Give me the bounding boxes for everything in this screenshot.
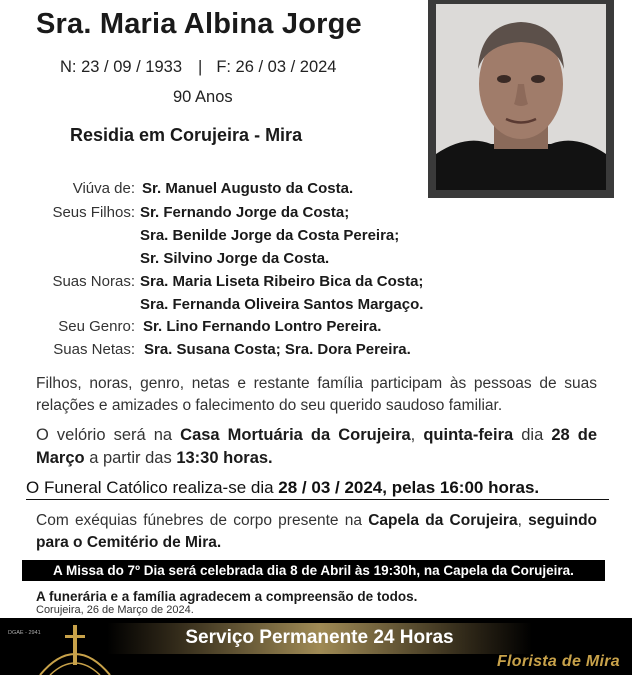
wake-text-2: , <box>410 426 424 444</box>
portrait-illustration <box>436 4 606 190</box>
family-value-son-in-law: Sr. Lino Fernando Lontro Pereira. <box>143 318 382 335</box>
family-label-widow: Viúva de: <box>72 180 135 197</box>
family-value-daughter-in-law-1: Sra. Maria Liseta Ribeiro Bica da Costa; <box>140 273 424 290</box>
funeral-text: O Funeral Católico realiza-se dia <box>26 478 279 497</box>
family-value-child-3: Sr. Silvino Jorge da Costa. <box>140 250 330 267</box>
exequies-chapel: Capela da Corujeira <box>368 512 518 529</box>
exequies-paragraph <box>36 510 597 554</box>
birth-death-dates <box>60 58 336 77</box>
family-value-husband: Sr. Manuel Augusto da Costa. <box>142 180 354 197</box>
funeral-date-time: 28 / 03 / 2024, pelas 16:00 horas. <box>278 478 540 497</box>
deceased-name: Sra. Maria Albina Jorge <box>36 8 362 40</box>
wake-day: quinta-feira <box>423 426 514 444</box>
florist-name: Florista de Mira <box>496 653 620 670</box>
dgae-license: DGAE - 2941 <box>8 630 41 636</box>
wake-text-3: dia <box>513 426 552 444</box>
mass-announcement: A Missa do 7º Dia será celebrada dia 8 de Abril às 19:30h, na Capela da Corujeira. <box>22 560 605 581</box>
exequies-following: seguindo para o Cemitério de Mira. <box>36 512 598 551</box>
death-date: F: 26 / 03 / 2024 <box>216 58 337 76</box>
portrait-frame <box>428 0 614 198</box>
family-label-granddaughters: Suas Netas: <box>53 341 135 358</box>
wake-time: 13:30 horas. <box>176 449 273 467</box>
family-value-granddaughters: Sra. Susana Costa; Sra. Dora Pereira. <box>144 341 411 358</box>
thanks-text: A funerária e a família agradecem a compreensão de todos. <box>36 589 418 604</box>
funeral-line <box>26 478 609 500</box>
family-label-daughters-in-law: Suas Noras: <box>52 273 135 290</box>
footer-banner <box>0 618 632 675</box>
announcement-paragraph: Filhos, noras, genro, netas e restante família participam às pessoas de suas relações e amizades o falecimento do seu querido saudoso familiar. <box>36 375 597 414</box>
birth-date: N: 23 / 09 / 1933 <box>60 58 183 76</box>
residence: Residia em Corujeira - Mira <box>70 125 303 145</box>
family-value-daughter-in-law-2: Sra. Fernanda Oliveira Santos Margaço. <box>140 296 424 313</box>
wake-date: 28 de Março <box>36 426 598 467</box>
date-separator: | <box>198 58 203 76</box>
age: 90 Anos <box>173 88 233 106</box>
wake-paragraph <box>36 424 597 470</box>
family-label-children: Seus Filhos: <box>52 204 135 221</box>
family-value-child-2: Sra. Benilde Jorge da Costa Pereira; <box>140 227 400 244</box>
family-value-child-1: Sr. Fernando Jorge da Costa; <box>140 204 350 221</box>
wake-place: Casa Mortuária da Corujeira <box>180 426 411 444</box>
wake-text-4: a partir das <box>84 449 177 467</box>
family-label-son-in-law: Seu Genro: <box>58 318 135 335</box>
exequies-text-2: , <box>517 512 529 529</box>
place-date: Corujeira, 26 de Março de 2024. <box>36 604 194 616</box>
wake-text-1: O velório será na <box>36 426 181 444</box>
service-permanent-text: Serviço Permanente 24 Horas <box>185 627 454 648</box>
exequies-text-1: Com exéquias fúnebres de corpo presente na <box>36 512 369 529</box>
portrait-photo <box>436 4 606 190</box>
